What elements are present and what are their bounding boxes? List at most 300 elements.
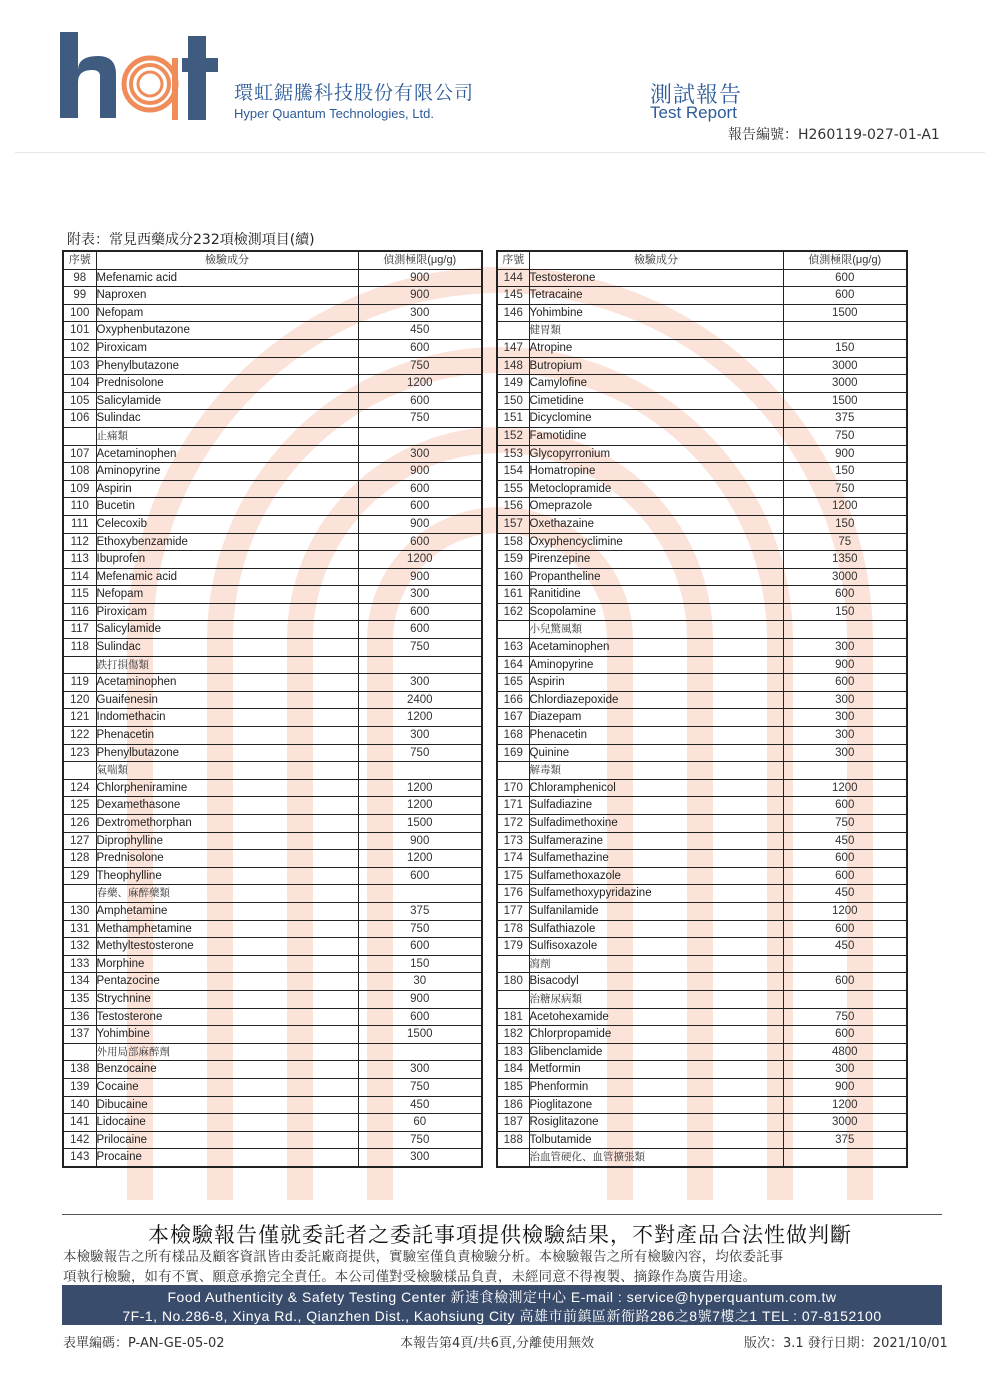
category-name: 止痛類 [96, 427, 358, 445]
table-row [63, 551, 482, 569]
ingredient-name: Phenacetin [96, 727, 358, 745]
row-number: 100 [63, 304, 96, 322]
ingredient-name: Acetaminophen [529, 639, 783, 657]
row-number: 176 [497, 885, 529, 903]
detection-limit: 750 [783, 815, 907, 833]
disclaimer-text-line-1: 本檢驗報告之所有樣品及顧客資訊皆由委託廠商提供，實驗室僅負責檢驗分析。本檢驗報告之所有檢驗內容，均依委託事 [63, 1250, 784, 1265]
table-row [497, 656, 907, 674]
ingredient-name: Yohimbine [529, 304, 783, 322]
ingredient-name: Ranitidine [529, 586, 783, 604]
ingredient-name: Mefenamic acid [96, 269, 358, 287]
detection-limit: 300 [358, 586, 482, 604]
detection-limit: 60 [358, 1114, 482, 1132]
table-row [497, 427, 907, 445]
detection-limit: 600 [783, 850, 907, 868]
detection-limit: 3000 [783, 568, 907, 586]
ingredient-name: Bucetin [96, 498, 358, 516]
row-number: 101 [63, 322, 96, 340]
detection-limit: 75 [783, 533, 907, 551]
row-number: 171 [497, 797, 529, 815]
report-number: 報告編號：H260119-027-01-A1 [728, 127, 940, 143]
row-number: 174 [497, 850, 529, 868]
category-name: 瀉劑 [529, 955, 783, 973]
row-number: 155 [497, 480, 529, 498]
ingredient-name: Ibuprofen [96, 551, 358, 569]
row-number: 99 [63, 287, 96, 305]
table-row [497, 603, 907, 621]
detection-limit: 600 [783, 867, 907, 885]
row-number: 169 [497, 744, 529, 762]
row-number: 98 [63, 269, 96, 287]
table-row [63, 779, 482, 797]
ingredient-name: Salicylamide [96, 392, 358, 410]
hqt-logo [60, 32, 225, 122]
report-title-en: Test Report [650, 103, 737, 122]
row-number: 127 [63, 832, 96, 850]
ingredient-name: Metformin [529, 1061, 783, 1079]
table-row [63, 357, 482, 375]
detection-limit [358, 762, 482, 780]
ingredient-name: Atropine [529, 339, 783, 357]
row-number: 121 [63, 709, 96, 727]
detection-limit: 900 [358, 287, 482, 305]
category-row [497, 621, 907, 639]
row-number: 124 [63, 779, 96, 797]
contact-address-line: 7F-1, No.286-8, Xinya Rd., Qianzhen Dist., Kaohsiung City 高雄市前鎮區新衙路286之8號7樓之1 TEL : 07-8152100 [122, 1308, 882, 1324]
category-name: 健胃類 [529, 322, 783, 340]
table-row [497, 375, 907, 393]
detection-limit: 150 [783, 463, 907, 481]
detection-limit: 600 [783, 973, 907, 991]
form-number: 表單編碼：P-AN-GE-05-02 [63, 1336, 225, 1351]
table-row [63, 392, 482, 410]
table-row [497, 1096, 907, 1114]
detection-limit: 900 [783, 1078, 907, 1096]
category-row [497, 322, 907, 340]
ingredient-name: Yohimbine [96, 1026, 358, 1044]
table-row [63, 480, 482, 498]
table-row [497, 498, 907, 516]
ingredient-name: Prednisolone [96, 850, 358, 868]
detection-limit: 3000 [783, 1114, 907, 1132]
detection-limit: 300 [358, 727, 482, 745]
row-number: 120 [63, 691, 96, 709]
table-row [497, 709, 907, 727]
table-row [497, 1061, 907, 1079]
detection-limit: 3000 [783, 375, 907, 393]
ingredient-name: Salicylamide [96, 621, 358, 639]
ingredient-name: Pentazocine [96, 973, 358, 991]
category-row [63, 427, 482, 445]
detection-limit: 600 [783, 269, 907, 287]
table-row [497, 586, 907, 604]
row-number: 159 [497, 551, 529, 569]
ingredient-name: Ethoxybenzamide [96, 533, 358, 551]
row-number: 105 [63, 392, 96, 410]
detection-limit [783, 322, 907, 340]
row-number: 115 [63, 586, 96, 604]
detection-limit: 1200 [358, 375, 482, 393]
ingredient-name: Aminopyrine [96, 463, 358, 481]
row-number: 106 [63, 410, 96, 428]
ingredient-name: Metoclopramide [529, 480, 783, 498]
row-number: 133 [63, 955, 96, 973]
table-row [497, 850, 907, 868]
table-row [63, 603, 482, 621]
table-row [63, 990, 482, 1008]
ingredient-name: Testosterone [529, 269, 783, 287]
row-number: 146 [497, 304, 529, 322]
table-row [497, 339, 907, 357]
detection-limit: 600 [358, 938, 482, 956]
row-number: 149 [497, 375, 529, 393]
row-number: 116 [63, 603, 96, 621]
table-row [63, 938, 482, 956]
table-row [63, 674, 482, 692]
ingredient-name: Benzocaine [96, 1061, 358, 1079]
category-name: 春藥、麻醉藥類 [96, 885, 358, 903]
detection-limit: 600 [358, 498, 482, 516]
detection-limit: 1200 [358, 850, 482, 868]
table-row [497, 410, 907, 428]
ingredient-name: Sulfamerazine [529, 832, 783, 850]
row-number: 142 [63, 1131, 96, 1149]
row-number: 117 [63, 621, 96, 639]
detection-limit: 150 [783, 339, 907, 357]
row-number: 157 [497, 515, 529, 533]
detection-limit [783, 762, 907, 780]
table-row [63, 410, 482, 428]
table-row [497, 691, 907, 709]
row-number: 129 [63, 867, 96, 885]
table-row [63, 269, 482, 287]
ingredient-name: Prednisolone [96, 375, 358, 393]
detection-limit: 600 [358, 480, 482, 498]
detection-limit: 1200 [783, 498, 907, 516]
detection-limit: 450 [783, 885, 907, 903]
table-row [63, 850, 482, 868]
version-info: 版次：3.1 發行日期：2021/10/01 [744, 1336, 948, 1351]
ingredient-name: Piroxicam [96, 603, 358, 621]
row-number: 160 [497, 568, 529, 586]
row-number [63, 762, 96, 780]
row-number: 164 [497, 656, 529, 674]
ingredient-name: Morphine [96, 955, 358, 973]
table-row [497, 357, 907, 375]
appendix-title: 附表：常見西藥成分232項檢測項目(續) [67, 232, 315, 248]
ingredient-name: Rosiglitazone [529, 1114, 783, 1132]
detection-limit: 900 [358, 515, 482, 533]
detection-limit: 300 [358, 1149, 482, 1167]
detection-limit: 30 [358, 973, 482, 991]
ingredient-name: Chlorpropamide [529, 1026, 783, 1044]
detection-limit: 900 [358, 568, 482, 586]
detection-limit [783, 1149, 907, 1167]
detection-limit: 900 [358, 463, 482, 481]
detection-limit: 150 [783, 603, 907, 621]
detection-limit: 750 [358, 357, 482, 375]
ingredient-name: Sulfadimethoxine [529, 815, 783, 833]
table-row [497, 515, 907, 533]
ingredient-name: Methamphetamine [96, 920, 358, 938]
ingredient-name: Propantheline [529, 568, 783, 586]
ingredient-name: Famotidine [529, 427, 783, 445]
table-header-row [497, 251, 907, 269]
table-row [63, 375, 482, 393]
detection-limit: 1350 [783, 551, 907, 569]
col-header-limit: 偵測極限(μg/g) [783, 251, 907, 269]
category-row [497, 1149, 907, 1167]
row-number: 173 [497, 832, 529, 850]
row-number: 134 [63, 973, 96, 991]
table-row [63, 463, 482, 481]
detection-limit: 300 [783, 691, 907, 709]
row-number: 122 [63, 727, 96, 745]
table-row [63, 1061, 482, 1079]
ingredient-name: Prilocaine [96, 1131, 358, 1149]
table-row [63, 1078, 482, 1096]
table-row [63, 1114, 482, 1132]
detection-limit: 900 [783, 445, 907, 463]
ingredient-name: Tolbutamide [529, 1131, 783, 1149]
detection-limit: 900 [358, 269, 482, 287]
table-row [497, 744, 907, 762]
detection-limit: 600 [783, 586, 907, 604]
detection-limit [783, 621, 907, 639]
col-header-limit: 偵測極限(μg/g) [358, 251, 482, 269]
row-number: 108 [63, 463, 96, 481]
detection-limit: 1500 [358, 1026, 482, 1044]
category-row [63, 885, 482, 903]
row-number: 126 [63, 815, 96, 833]
table-row [63, 1026, 482, 1044]
row-number: 158 [497, 533, 529, 551]
row-number [63, 885, 96, 903]
left-table-body [63, 269, 482, 1167]
ingredient-name: Sulfisoxazole [529, 938, 783, 956]
table-row [497, 304, 907, 322]
ingredient-name: Amphetamine [96, 902, 358, 920]
detection-limit: 300 [783, 709, 907, 727]
table-row [497, 480, 907, 498]
table-row [63, 498, 482, 516]
detection-limit: 600 [358, 603, 482, 621]
table-row [497, 902, 907, 920]
table-row [497, 287, 907, 305]
detection-limit: 900 [783, 656, 907, 674]
detection-limit [358, 885, 482, 903]
table-row [497, 885, 907, 903]
row-number [497, 621, 529, 639]
disclaimer-title: 本檢驗報告僅就委託者之委託事項提供檢驗結果，不對產品合法性做判斷 [148, 1223, 852, 1247]
detection-limit: 300 [783, 639, 907, 657]
row-number: 137 [63, 1026, 96, 1044]
detection-limit: 750 [783, 1008, 907, 1026]
ingredient-name: Diprophylline [96, 832, 358, 850]
category-name: 解毒類 [529, 762, 783, 780]
row-number: 125 [63, 797, 96, 815]
ingredient-name: Chloramphenicol [529, 779, 783, 797]
ingredient-name: Phenylbutazone [96, 357, 358, 375]
row-number: 188 [497, 1131, 529, 1149]
company-name-cn: 環虹鋸騰科技股份有限公司 [234, 82, 475, 104]
report-title: 測試報告 [650, 83, 743, 108]
table-row [497, 1131, 907, 1149]
ingredient-name: Sulfamethazine [529, 850, 783, 868]
row-number: 141 [63, 1114, 96, 1132]
row-number: 132 [63, 938, 96, 956]
ingredient-name: Tetracaine [529, 287, 783, 305]
row-number: 179 [497, 938, 529, 956]
detection-limit: 375 [358, 902, 482, 920]
page-info: 本報告第4頁/共6頁,分離使用無效 [400, 1336, 595, 1351]
ingredient-name: Cocaine [96, 1078, 358, 1096]
row-number: 183 [497, 1043, 529, 1061]
row-number [63, 656, 96, 674]
row-number: 175 [497, 867, 529, 885]
ingredient-name: Aspirin [96, 480, 358, 498]
detection-limit: 600 [783, 920, 907, 938]
disclaimer-text-line-2: 項執行檢驗，如有不實、願意承擔完全責任。本公司僅對受檢驗樣品負責，未經同意不得複製、摘錄作為廣告用途。 [63, 1270, 757, 1285]
detection-limit: 300 [783, 727, 907, 745]
detection-limit [783, 990, 907, 1008]
detection-limit: 300 [783, 1061, 907, 1079]
table-row [63, 815, 482, 833]
category-name: 治血管硬化、血管擴張類 [529, 1149, 783, 1167]
detection-limit: 600 [358, 621, 482, 639]
ingredient-name: Bisacodyl [529, 973, 783, 991]
table-row [63, 639, 482, 657]
detection-limit: 450 [358, 1096, 482, 1114]
ingredient-name: Butropium [529, 357, 783, 375]
ingredient-name: Dextromethorphan [96, 815, 358, 833]
ingredient-name: Acetaminophen [96, 445, 358, 463]
ingredient-name: Pioglitazone [529, 1096, 783, 1114]
table-row [63, 691, 482, 709]
ingredient-name: Oxethazaine [529, 515, 783, 533]
detection-limit: 450 [783, 832, 907, 850]
table-row [63, 797, 482, 815]
row-number: 145 [497, 287, 529, 305]
table-row [63, 304, 482, 322]
row-number: 153 [497, 445, 529, 463]
row-number: 138 [63, 1061, 96, 1079]
ingredient-name: Strychnine [96, 990, 358, 1008]
category-name: 氣喘類 [96, 762, 358, 780]
col-header-name: 檢驗成分 [529, 251, 783, 269]
row-number: 112 [63, 533, 96, 551]
row-number: 140 [63, 1096, 96, 1114]
detection-limit: 750 [358, 1078, 482, 1096]
table-row [63, 621, 482, 639]
table-row [497, 779, 907, 797]
ingredient-name: Sulfamethoxazole [529, 867, 783, 885]
ingredient-name: Methyltestosterone [96, 938, 358, 956]
detection-limit: 900 [358, 990, 482, 1008]
ingredient-name: Dicyclomine [529, 410, 783, 428]
row-number: 139 [63, 1078, 96, 1096]
table-row [497, 1008, 907, 1026]
row-number: 168 [497, 727, 529, 745]
detection-limit: 600 [783, 1026, 907, 1044]
table-row [497, 1078, 907, 1096]
ingredient-name: Sulfamethoxypyridazine [529, 885, 783, 903]
table-row [63, 322, 482, 340]
contact-bar [62, 1285, 942, 1325]
detection-limit: 300 [358, 304, 482, 322]
detection-limit: 600 [783, 797, 907, 815]
ingredient-name: Scopolamine [529, 603, 783, 621]
detection-limit: 600 [358, 392, 482, 410]
detection-limit: 750 [358, 639, 482, 657]
row-number: 130 [63, 902, 96, 920]
detection-limit: 1200 [783, 902, 907, 920]
company-name-en: Hyper Quantum Technologies, Ltd. [234, 106, 434, 121]
ingredient-name: Naproxen [96, 287, 358, 305]
category-name: 小兒驚風類 [529, 621, 783, 639]
category-row [63, 1043, 482, 1061]
detection-limit [358, 1043, 482, 1061]
row-number: 102 [63, 339, 96, 357]
detection-limit: 3000 [783, 357, 907, 375]
row-number: 109 [63, 480, 96, 498]
table-row [497, 674, 907, 692]
table-row [63, 920, 482, 938]
table-row [497, 269, 907, 287]
category-name: 跌打損傷類 [96, 656, 358, 674]
category-name: 外用局部麻醉劑 [96, 1043, 358, 1061]
ingredient-name: Sulfadiazine [529, 797, 783, 815]
table-row [63, 955, 482, 973]
detection-limit: 900 [358, 832, 482, 850]
row-number: 131 [63, 920, 96, 938]
table-row [63, 867, 482, 885]
table-row [497, 1114, 907, 1132]
row-number: 118 [63, 639, 96, 657]
ingredient-name: Dibucaine [96, 1096, 358, 1114]
row-number: 172 [497, 815, 529, 833]
detection-limit: 450 [783, 938, 907, 956]
table-row [63, 1096, 482, 1114]
ingredient-name: Procaine [96, 1149, 358, 1167]
ingredient-name: Phenylbutazone [96, 744, 358, 762]
detection-limit: 750 [358, 744, 482, 762]
ingredient-name: Diazepam [529, 709, 783, 727]
table-row [497, 533, 907, 551]
detection-limit: 1200 [358, 779, 482, 797]
table-row [497, 1043, 907, 1061]
row-number: 167 [497, 709, 529, 727]
ingredient-name: Theophylline [96, 867, 358, 885]
row-number: 123 [63, 744, 96, 762]
ingredient-name: Guaifenesin [96, 691, 358, 709]
ingredient-name: Mefenamic acid [96, 568, 358, 586]
detection-limit: 150 [358, 955, 482, 973]
detection-limit: 750 [783, 480, 907, 498]
ingredient-name: Cimetidine [529, 392, 783, 410]
detection-limit: 600 [358, 867, 482, 885]
table-row [63, 1149, 482, 1167]
detection-limit: 300 [358, 1061, 482, 1079]
table-row [63, 533, 482, 551]
ingredient-name: Phenacetin [529, 727, 783, 745]
table-row [497, 920, 907, 938]
ingredient-name: Oxyphenbutazone [96, 322, 358, 340]
ingredient-name: Celecoxib [96, 515, 358, 533]
col-header-name: 檢驗成分 [96, 251, 358, 269]
row-number: 184 [497, 1061, 529, 1079]
ingredient-name: Lidocaine [96, 1114, 358, 1132]
